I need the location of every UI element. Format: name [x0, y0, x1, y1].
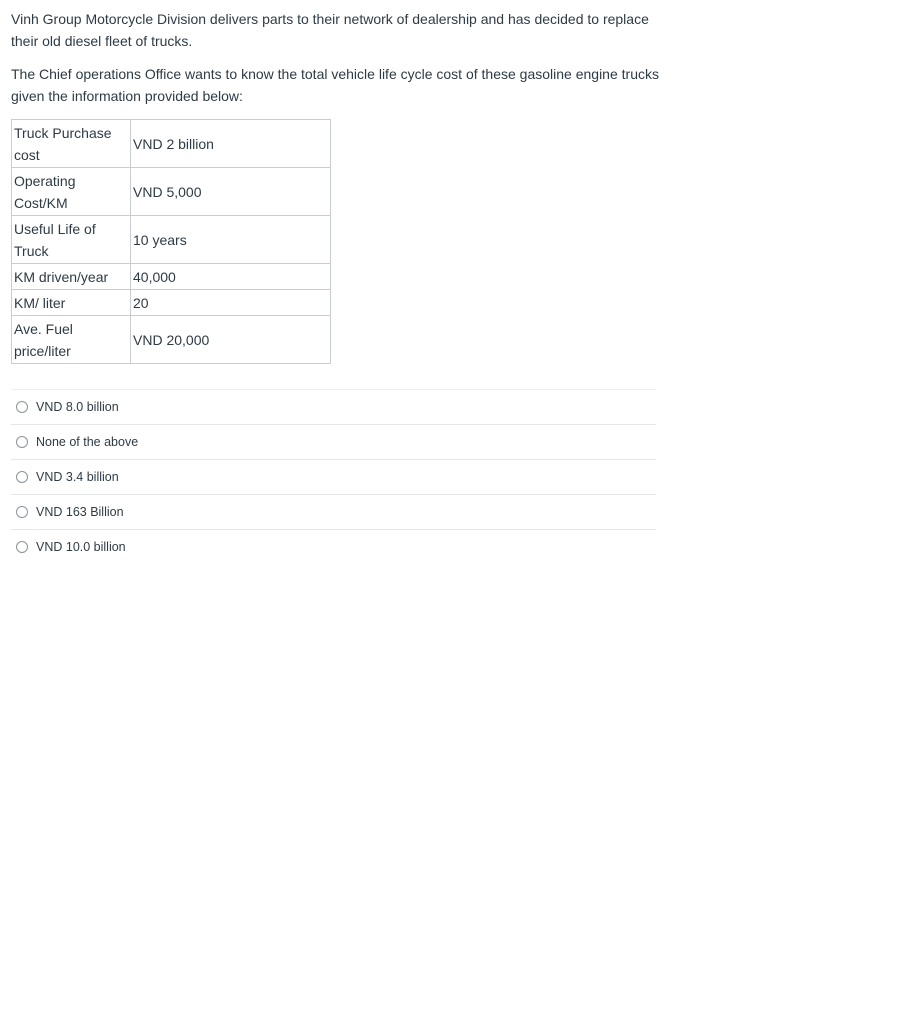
table-cell-label: Operating Cost/KM — [12, 168, 131, 216]
radio-button[interactable] — [16, 541, 28, 553]
table-cell-value: 40,000 — [131, 264, 331, 290]
answer-option[interactable] — [11, 424, 656, 459]
cost-info-table — [11, 119, 331, 364]
answer-label: VND 10.0 billion — [36, 540, 126, 554]
table-cell-label: KM/ liter — [12, 290, 131, 316]
answer-option[interactable] — [11, 389, 656, 424]
table-cell-value: VND 20,000 — [131, 316, 331, 364]
answer-option[interactable] — [11, 459, 656, 494]
table-row — [12, 168, 331, 216]
table-cell-value: VND 2 billion — [131, 120, 331, 168]
radio-button[interactable] — [16, 506, 28, 518]
table-row — [12, 290, 331, 316]
answer-option[interactable] — [11, 494, 656, 529]
answer-label: VND 163 Billion — [36, 505, 124, 519]
table-cell-label: Ave. Fuel price/liter — [12, 316, 131, 364]
table-row — [12, 120, 331, 168]
table-cell-label: Truck Purchase cost — [12, 120, 131, 168]
question-paragraph-2: The Chief operations Office wants to know the total vehicle life cycle cost of these gasoline engine trucks given the information provided below: — [11, 66, 659, 104]
table-cell-value: VND 5,000 — [131, 168, 331, 216]
table-row — [12, 216, 331, 264]
answer-option[interactable] — [11, 529, 656, 564]
table-row — [12, 264, 331, 290]
radio-button[interactable] — [16, 401, 28, 413]
table-cell-value: 10 years — [131, 216, 331, 264]
question-text — [11, 8, 661, 107]
question-paragraph-1: Vinh Group Motorcycle Division delivers parts to their network of dealership and has decided to replace their old diesel fleet of trucks. — [11, 11, 649, 49]
table-cell-value: 20 — [131, 290, 331, 316]
radio-button[interactable] — [16, 471, 28, 483]
radio-button[interactable] — [16, 436, 28, 448]
answer-options — [11, 389, 656, 564]
answer-label: VND 3.4 billion — [36, 470, 119, 484]
table-row — [12, 316, 331, 364]
answer-label: None of the above — [36, 435, 139, 449]
table-cell-label: KM driven/year — [12, 264, 131, 290]
table-cell-label: Useful Life of Truck — [12, 216, 131, 264]
answer-label: VND 8.0 billion — [36, 400, 119, 414]
